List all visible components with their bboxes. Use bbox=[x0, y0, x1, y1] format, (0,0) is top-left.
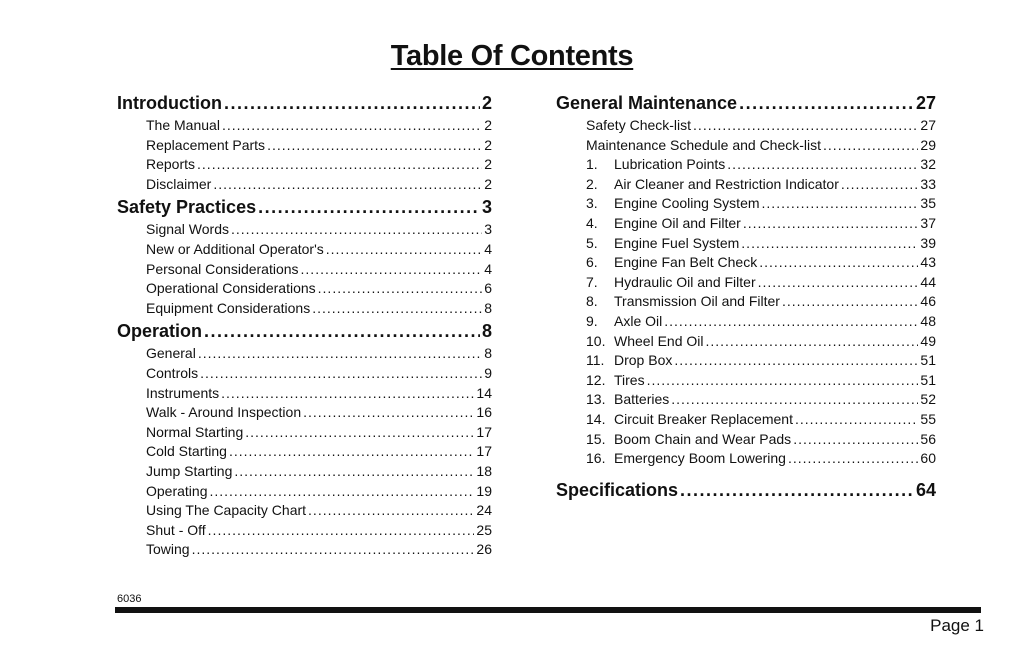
entry-page: 56 bbox=[920, 430, 936, 447]
entry-label: Walk - Around Inspection bbox=[146, 404, 302, 421]
entry-page: 16 bbox=[476, 404, 492, 421]
dot-leader bbox=[213, 175, 482, 195]
toc-entry-maintenance-schedule-and-check-list[interactable] bbox=[556, 136, 936, 156]
entry-label: Batteries bbox=[614, 391, 670, 408]
entry-page: 2 bbox=[481, 93, 492, 113]
entry-label-group bbox=[586, 116, 691, 136]
entry-label-group bbox=[146, 240, 324, 260]
dot-leader bbox=[762, 194, 919, 214]
entry-label: Hydraulic Oil and Filter bbox=[614, 273, 756, 290]
toc-section-introduction[interactable] bbox=[117, 90, 492, 116]
dot-leader bbox=[671, 390, 918, 410]
entry-label-group bbox=[556, 477, 678, 503]
entry-number: 4. bbox=[586, 214, 598, 231]
entry-label: Operational Considerations bbox=[146, 280, 316, 297]
entry-page: 44 bbox=[920, 273, 936, 290]
entry-label: Transmission Oil and Filter bbox=[614, 293, 780, 310]
entry-number: 10. bbox=[586, 332, 606, 349]
entry-label: Replacement Parts bbox=[146, 136, 266, 153]
entry-label: Jump Starting bbox=[146, 462, 233, 479]
dot-leader bbox=[727, 155, 918, 175]
entry-page: 48 bbox=[920, 312, 936, 329]
dot-leader bbox=[209, 482, 474, 502]
entry-label-group bbox=[146, 299, 310, 319]
toc-entry-replacement-parts[interactable] bbox=[117, 136, 492, 156]
toc-entry-hydraulic-oil-and-filter[interactable] bbox=[556, 273, 936, 293]
entry-label: Shut - Off bbox=[146, 521, 206, 538]
entry-label: Controls bbox=[146, 364, 199, 381]
dot-leader bbox=[208, 521, 475, 541]
toc-entry-operational-considerations[interactable] bbox=[117, 279, 492, 299]
dot-leader bbox=[224, 90, 480, 116]
dot-leader bbox=[229, 442, 474, 462]
entry-label-group bbox=[146, 442, 227, 462]
entry-label: Signal Words bbox=[146, 221, 230, 238]
entry-page: 24 bbox=[476, 502, 492, 519]
entry-label: New or Additional Operator's bbox=[146, 240, 324, 257]
entry-label: Wheel End Oil bbox=[614, 332, 704, 349]
entry-label-group bbox=[146, 501, 306, 521]
toc-entry-engine-cooling-system[interactable] bbox=[556, 194, 936, 214]
document-code: 6036 bbox=[117, 593, 142, 605]
entry-number: 1. bbox=[586, 156, 598, 173]
toc-entry-personal-considerations[interactable] bbox=[117, 260, 492, 280]
entry-label-group bbox=[146, 384, 219, 404]
entry-label: Operating bbox=[146, 482, 208, 499]
entry-number: 7. bbox=[586, 273, 598, 290]
dot-leader bbox=[312, 299, 482, 319]
toc-entry-instruments[interactable] bbox=[117, 384, 492, 404]
entry-label: Safety Check-list bbox=[586, 117, 692, 133]
entry-page: 6 bbox=[484, 280, 492, 297]
entry-page: 8 bbox=[484, 299, 492, 316]
entry-label: Engine Fuel System bbox=[614, 234, 740, 251]
toc-entry-towing[interactable] bbox=[117, 540, 492, 560]
entry-label: Maintenance Schedule and Check-list bbox=[586, 136, 822, 153]
entry-label: Personal Considerations bbox=[146, 260, 299, 277]
toc-entry-tires[interactable] bbox=[556, 371, 936, 391]
toc-entry-disclaimer[interactable] bbox=[117, 175, 492, 195]
entry-label-group bbox=[586, 292, 780, 312]
entry-page: 33 bbox=[920, 175, 936, 192]
entry-page: 18 bbox=[476, 462, 492, 479]
entry-label-group bbox=[586, 430, 791, 450]
entry-label-group bbox=[146, 344, 196, 364]
toc-entry-walk-around-inspection[interactable] bbox=[117, 403, 492, 423]
dot-leader bbox=[741, 234, 918, 254]
entry-label: Air Cleaner and Restriction Indicator bbox=[614, 175, 839, 192]
entry-label-group bbox=[586, 351, 672, 371]
toc-entry-transmission-oil-and-filter[interactable] bbox=[556, 292, 936, 312]
dot-leader bbox=[318, 279, 483, 299]
toc-entry-boom-chain-and-wear-pads[interactable] bbox=[556, 430, 936, 450]
toc-entry-axle-oil[interactable] bbox=[556, 312, 936, 332]
entry-page: 19 bbox=[476, 482, 492, 499]
toc-entry-shut-off[interactable] bbox=[117, 521, 492, 541]
dot-leader bbox=[647, 371, 919, 391]
entry-number: 14. bbox=[586, 410, 606, 427]
dot-leader bbox=[204, 318, 480, 344]
entry-label-group bbox=[586, 371, 645, 391]
dot-leader bbox=[192, 540, 475, 560]
toc-entry-cold-starting[interactable] bbox=[117, 442, 492, 462]
dot-leader bbox=[743, 214, 919, 234]
entry-page: 37 bbox=[920, 214, 936, 231]
dot-leader bbox=[759, 253, 918, 273]
toc-entry-controls[interactable] bbox=[117, 364, 492, 384]
entry-label-group bbox=[586, 390, 669, 410]
entry-label-group bbox=[586, 312, 662, 332]
toc-left-column bbox=[117, 90, 492, 560]
entry-page: 46 bbox=[920, 293, 936, 310]
toc-section-specifications[interactable] bbox=[556, 477, 936, 503]
dot-leader bbox=[231, 220, 482, 240]
entry-label-group bbox=[146, 136, 265, 156]
dot-leader bbox=[258, 194, 480, 220]
entry-page: 49 bbox=[920, 332, 936, 349]
entry-page: 17 bbox=[476, 443, 492, 460]
toc-entry-engine-fan-belt-check[interactable] bbox=[556, 253, 936, 273]
entry-page: 52 bbox=[920, 391, 936, 408]
entry-page: 39 bbox=[920, 234, 936, 251]
entry-page: 8 bbox=[481, 321, 492, 342]
toc-entry-using-the-capacity-chart[interactable] bbox=[117, 501, 492, 521]
dot-leader bbox=[693, 116, 918, 136]
page-title: Table Of Contents bbox=[390, 40, 634, 72]
toc-entry-new-or-additional-operator-s[interactable] bbox=[117, 240, 492, 260]
entry-label: Disclaimer bbox=[146, 175, 212, 192]
entry-label-group bbox=[146, 116, 220, 136]
entry-label-group bbox=[146, 521, 206, 541]
entry-label-group bbox=[146, 423, 243, 443]
entry-number: 6. bbox=[586, 254, 598, 271]
entry-page: 2 bbox=[484, 175, 492, 192]
toc-entry-normal-starting[interactable] bbox=[117, 423, 492, 443]
toc-section-operation[interactable] bbox=[117, 318, 492, 344]
toc-entry-general[interactable] bbox=[117, 344, 492, 364]
toc-entry-operating[interactable] bbox=[117, 482, 492, 502]
toc-section-safety-practices[interactable] bbox=[117, 194, 492, 220]
entry-page: 51 bbox=[920, 371, 936, 388]
dot-leader bbox=[788, 449, 918, 469]
toc-entry-air-cleaner-and-restriction-indicator[interactable] bbox=[556, 175, 936, 195]
entry-label-group bbox=[556, 90, 737, 116]
dot-leader bbox=[758, 273, 919, 293]
dot-leader bbox=[301, 260, 483, 280]
toc-entry-lubrication-points[interactable] bbox=[556, 155, 936, 175]
dot-leader bbox=[198, 344, 482, 364]
entry-page: 51 bbox=[920, 352, 936, 369]
entry-page: 35 bbox=[920, 195, 936, 212]
entry-label-group bbox=[586, 273, 756, 293]
dot-leader bbox=[739, 90, 914, 116]
dot-leader bbox=[200, 364, 482, 384]
entry-label: Engine Oil and Filter bbox=[614, 214, 741, 231]
entry-label: Circuit Breaker Replacement bbox=[614, 410, 793, 427]
entry-label: Drop Box bbox=[614, 352, 673, 369]
entry-label-group bbox=[146, 403, 301, 423]
entry-label-group bbox=[586, 332, 703, 352]
entry-page: 55 bbox=[920, 410, 936, 427]
entry-label: Safety Practices bbox=[117, 197, 257, 218]
dot-leader bbox=[197, 155, 482, 175]
entry-label-group bbox=[146, 364, 198, 384]
dot-leader bbox=[823, 136, 918, 156]
entry-page: 2 bbox=[484, 136, 492, 153]
entry-label: Equipment Considerations bbox=[146, 299, 311, 316]
entry-page: 64 bbox=[915, 479, 936, 500]
entry-page: 2 bbox=[484, 156, 492, 173]
section-gap bbox=[556, 469, 936, 477]
entry-label: Reports bbox=[146, 156, 196, 173]
entry-page: 29 bbox=[920, 136, 936, 153]
entry-label: Emergency Boom Lowering bbox=[614, 450, 786, 467]
dot-leader bbox=[674, 351, 918, 371]
entry-label-group bbox=[586, 214, 741, 234]
entry-page: 8 bbox=[484, 345, 492, 362]
entry-label-group bbox=[117, 90, 222, 116]
entry-page: 3 bbox=[484, 221, 492, 238]
entry-page: 2 bbox=[484, 117, 492, 133]
entry-label-group bbox=[146, 482, 207, 502]
page-number: Page 1 bbox=[930, 616, 984, 635]
entry-page: 27 bbox=[920, 117, 936, 133]
toc-entry-circuit-breaker-replacement[interactable] bbox=[556, 410, 936, 430]
dot-leader bbox=[680, 477, 914, 503]
toc-entry-emergency-boom-lowering[interactable] bbox=[556, 449, 936, 469]
toc-entry-wheel-end-oil[interactable] bbox=[556, 332, 936, 352]
entry-label: Using The Capacity Chart bbox=[146, 502, 307, 519]
dot-leader bbox=[705, 332, 918, 352]
entry-label: Introduction bbox=[117, 93, 222, 113]
entry-label: Specifications bbox=[556, 479, 679, 500]
toc-entry-safety-check-list[interactable] bbox=[556, 116, 936, 136]
entry-label-group bbox=[586, 136, 821, 156]
entry-label-group bbox=[117, 318, 202, 344]
entry-page: 3 bbox=[481, 197, 492, 218]
entry-page: 4 bbox=[484, 260, 492, 277]
entry-label: Boom Chain and Wear Pads bbox=[614, 430, 792, 447]
entry-label-group bbox=[586, 155, 725, 175]
dot-leader bbox=[308, 501, 474, 521]
entry-label: General bbox=[146, 345, 196, 362]
entry-label-group bbox=[586, 234, 739, 254]
entry-label: Engine Cooling System bbox=[614, 195, 760, 212]
dot-leader bbox=[245, 423, 474, 443]
entry-label-group bbox=[586, 194, 760, 214]
toc-right-column bbox=[556, 90, 936, 503]
entry-label-group bbox=[146, 155, 195, 175]
entry-page: 14 bbox=[476, 384, 492, 401]
toc-entry-engine-oil-and-filter[interactable] bbox=[556, 214, 936, 234]
entry-number: 12. bbox=[586, 371, 606, 388]
dot-leader bbox=[841, 175, 919, 195]
entry-number: 11. bbox=[586, 352, 605, 369]
entry-number: 13. bbox=[586, 391, 606, 408]
entry-label: Engine Fan Belt Check bbox=[614, 254, 758, 271]
entry-label: The Manual bbox=[146, 117, 220, 133]
entry-label: Tires bbox=[614, 371, 645, 388]
dot-leader bbox=[234, 462, 474, 482]
footer-rule bbox=[115, 607, 981, 613]
dot-leader bbox=[782, 292, 918, 312]
toc-entry-reports[interactable] bbox=[117, 155, 492, 175]
toc-entry-engine-fuel-system[interactable] bbox=[556, 234, 936, 254]
entry-page: 32 bbox=[920, 156, 936, 173]
dot-leader bbox=[793, 430, 918, 450]
entry-label: Towing bbox=[146, 541, 190, 558]
entry-label-group bbox=[146, 260, 299, 280]
entry-page: 27 bbox=[915, 93, 936, 113]
dot-leader bbox=[303, 403, 474, 423]
entry-page: 17 bbox=[476, 423, 492, 440]
entry-label: Normal Starting bbox=[146, 423, 244, 440]
dot-leader bbox=[222, 116, 482, 136]
entry-page: 43 bbox=[920, 254, 936, 271]
entry-page: 25 bbox=[476, 521, 492, 538]
dot-leader bbox=[267, 136, 482, 156]
toc-section-general-maintenance[interactable] bbox=[556, 90, 936, 116]
entry-label: Cold Starting bbox=[146, 443, 227, 460]
entry-number: 8. bbox=[586, 293, 598, 310]
entry-label-group bbox=[146, 220, 229, 240]
entry-label-group bbox=[146, 279, 316, 299]
entry-label: Axle Oil bbox=[614, 312, 663, 329]
entry-number: 2. bbox=[586, 175, 598, 192]
toc-entry-equipment-considerations[interactable] bbox=[117, 299, 492, 319]
dot-leader bbox=[795, 410, 918, 430]
entry-label: Lubrication Points bbox=[614, 156, 726, 173]
entry-number: 16. bbox=[586, 450, 606, 467]
entry-number: 3. bbox=[586, 195, 598, 212]
dot-leader bbox=[326, 240, 482, 260]
entry-label-group bbox=[586, 449, 786, 469]
entry-page: 60 bbox=[920, 450, 936, 467]
entry-number: 15. bbox=[586, 430, 606, 447]
entry-page: 26 bbox=[476, 541, 492, 558]
toc-entry-the-manual[interactable] bbox=[117, 116, 492, 136]
entry-label: Instruments bbox=[146, 384, 220, 401]
entry-page: 9 bbox=[484, 364, 492, 381]
entry-page: 4 bbox=[484, 240, 492, 257]
entry-label-group bbox=[146, 540, 190, 560]
entry-number: 9. bbox=[586, 312, 598, 329]
entry-label: Operation bbox=[117, 321, 203, 342]
toc-entry-jump-starting[interactable] bbox=[117, 462, 492, 482]
dot-leader bbox=[664, 312, 918, 332]
toc-entry-drop-box[interactable] bbox=[556, 351, 936, 371]
entry-label: General Maintenance bbox=[556, 93, 738, 113]
entry-number: 5. bbox=[586, 234, 598, 251]
dot-leader bbox=[221, 384, 474, 404]
entry-label-group bbox=[586, 253, 757, 273]
entry-label-group bbox=[146, 175, 211, 195]
entry-label-group bbox=[146, 462, 232, 482]
toc-entry-signal-words[interactable] bbox=[117, 220, 492, 240]
entry-label-group bbox=[586, 175, 839, 195]
entry-label-group bbox=[586, 410, 793, 430]
toc-entry-batteries[interactable] bbox=[556, 390, 936, 410]
entry-label-group bbox=[117, 194, 256, 220]
